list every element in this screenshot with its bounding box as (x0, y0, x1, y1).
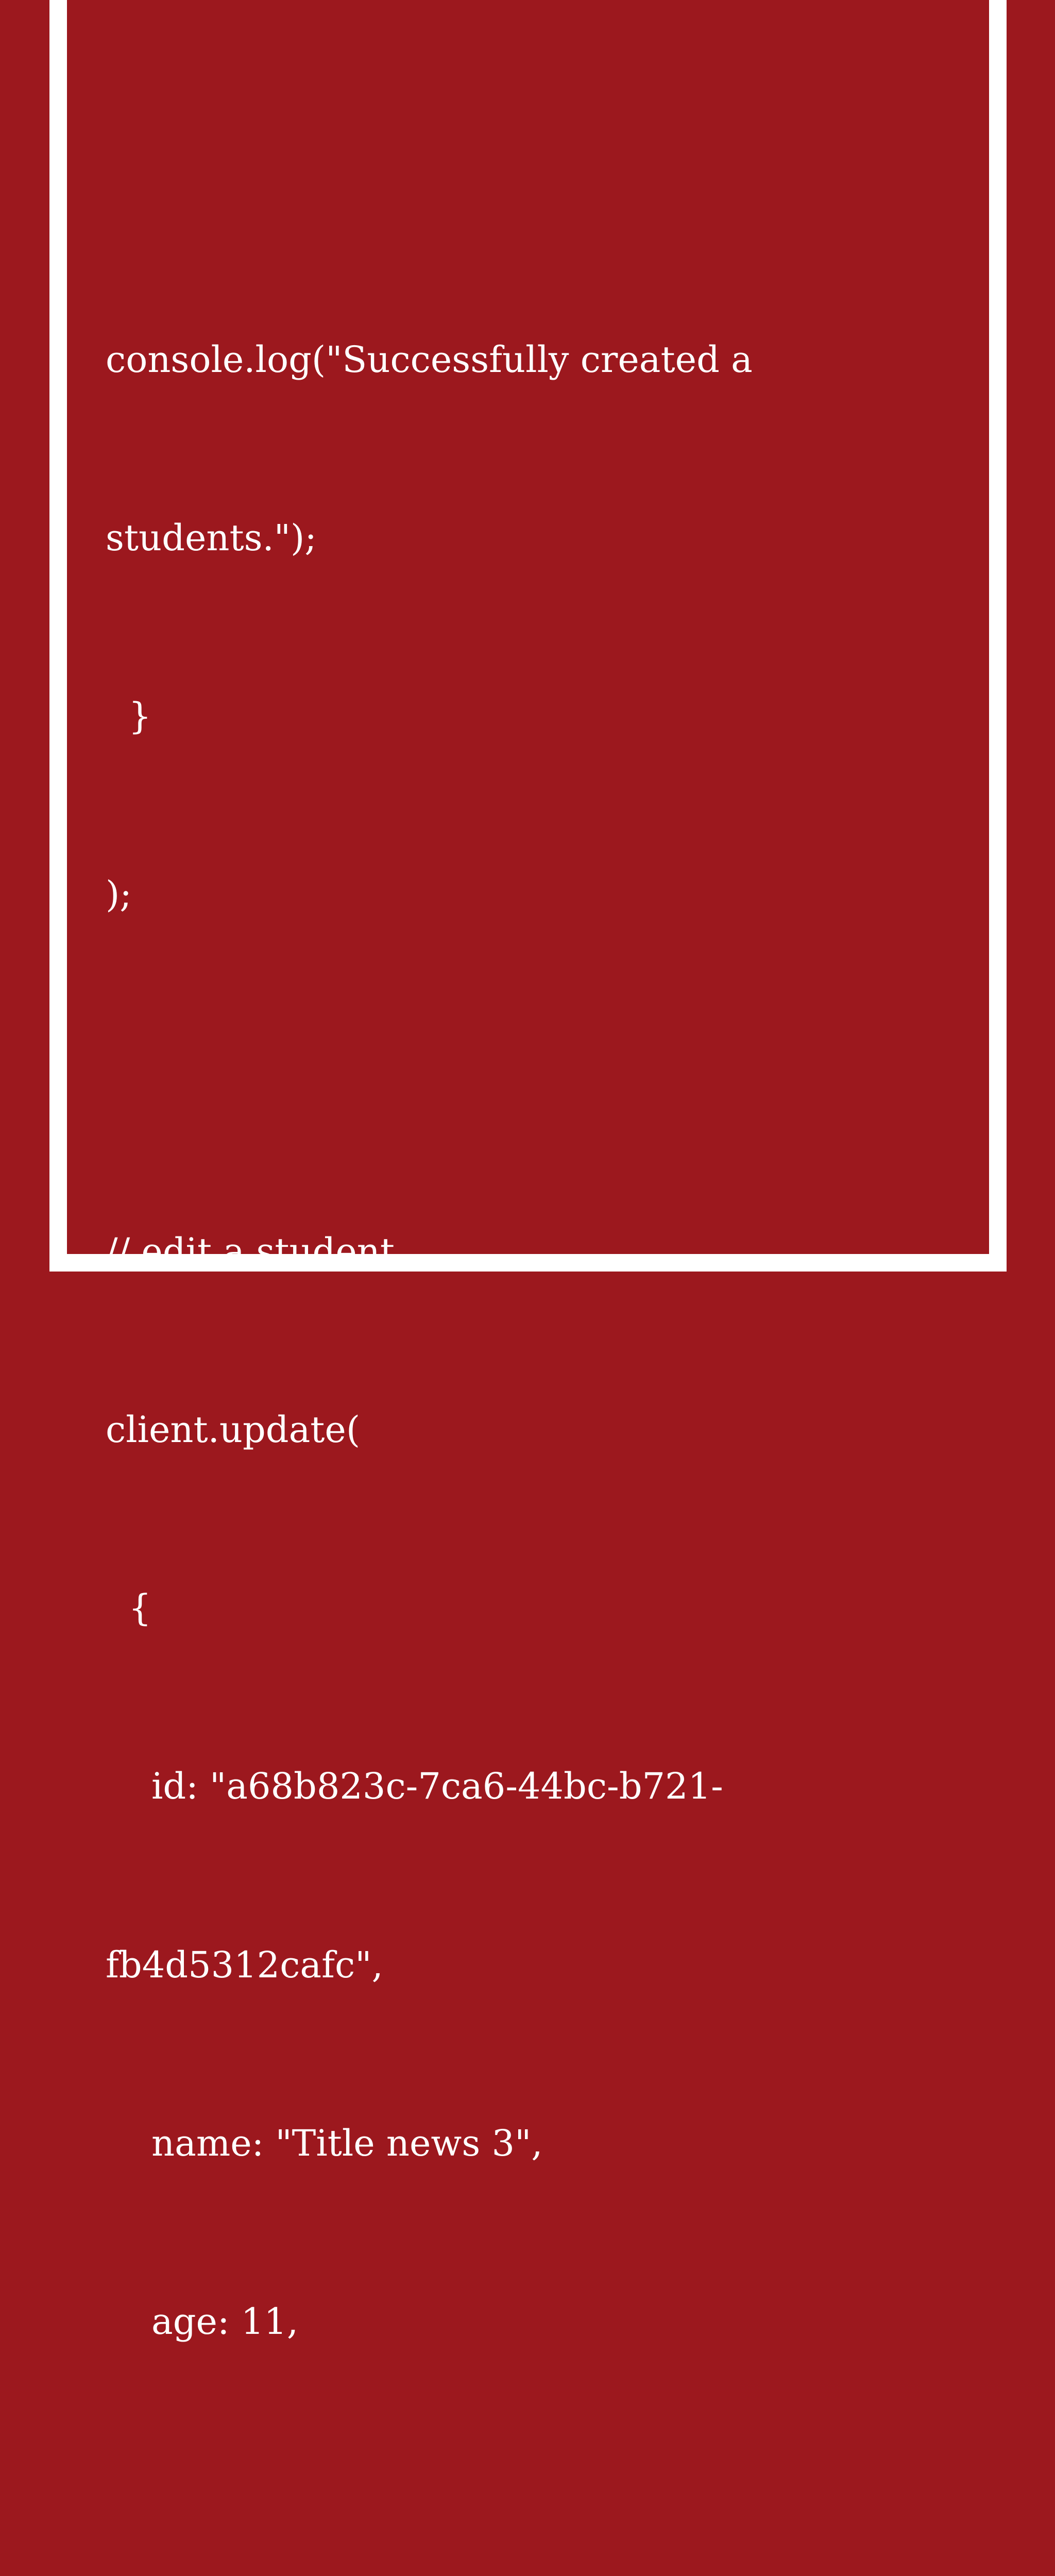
code-line: { (106, 1587, 152, 1630)
code-line: age: 11, (106, 2300, 299, 2343)
code-line: client.update( (106, 1409, 361, 1451)
code-line (106, 2470, 961, 2530)
code-line: console.log("Successfully created a (106, 338, 753, 381)
code-snippet (106, 211, 961, 2576)
code-line: name: "Title news 3", (106, 2122, 543, 2164)
code-line: ); (106, 873, 132, 916)
code-line: students."); (106, 517, 317, 560)
code-line: } (106, 695, 152, 738)
code-line: fb4d5312cafc", (106, 1943, 383, 1986)
code-line: // edit a student (106, 1230, 395, 1273)
code-line: id: "a68b823c-7ca6-44bc-b721- (106, 1765, 723, 1808)
code-line (106, 1044, 961, 1103)
